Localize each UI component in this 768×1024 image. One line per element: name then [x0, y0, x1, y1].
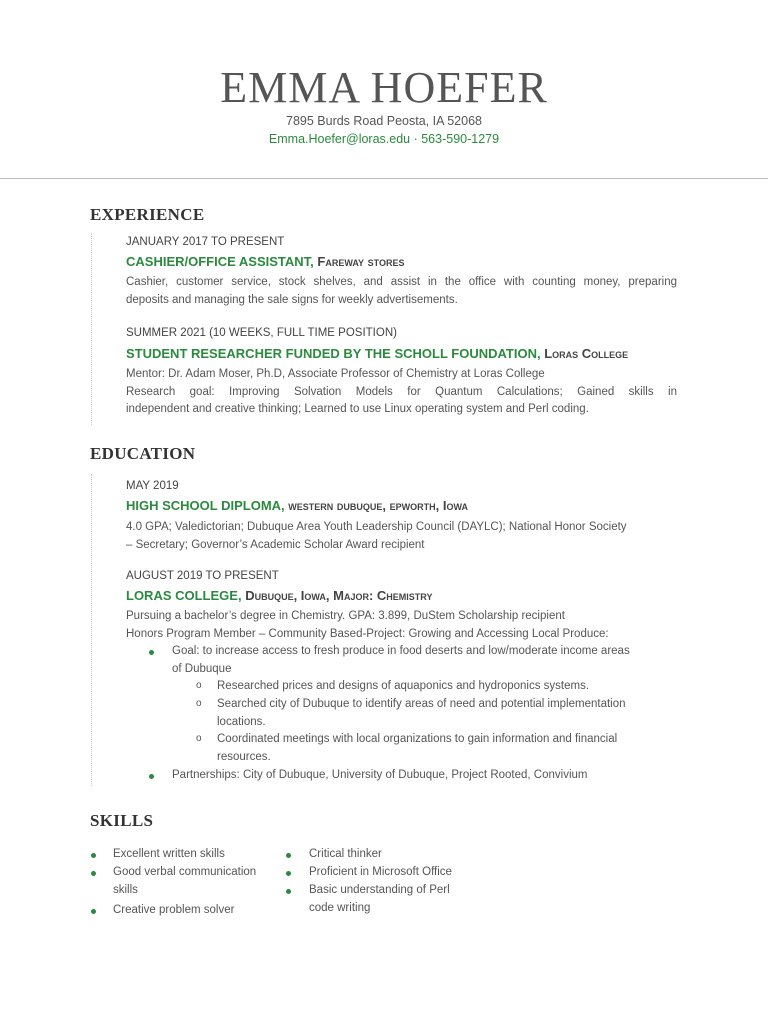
- partnerships-bullet: Partnerships: City of Dubuque, University of Dubuque, Project Rooted, Convivium: [172, 769, 588, 781]
- text-line: Creative problem solver: [113, 904, 235, 916]
- goal-bullet: [172, 643, 692, 678]
- text-line: Mentor: Dr. Adam Moser, Ph.D, Associate Professor of Chemistry at Loras College: [126, 368, 545, 380]
- text-line: 4.0 GPA; Valedictorian; Dubuque Area Youth Leadership Council (DAYLC); National Honor Society: [126, 521, 627, 533]
- text-line: Pursuing a bachelor’s degree in Chemistry. GPA: 3.899, DuStem Scholarship recipient: [126, 610, 565, 622]
- edu-description: [126, 608, 677, 643]
- section-heading-skills: SKILLS: [90, 811, 154, 830]
- job-title-text: CASHIER/OFFICE ASSISTANT,: [126, 254, 314, 269]
- skill-item: [113, 864, 283, 899]
- bullet-dot: [149, 650, 154, 655]
- sub-bullet: [217, 678, 687, 696]
- text-line: of Dubuque: [172, 662, 232, 675]
- skill-item: [309, 864, 509, 882]
- skill-item: [113, 902, 283, 920]
- section-heading-experience: EXPERIENCE: [90, 205, 205, 224]
- job-org: Loras College: [544, 346, 629, 361]
- job-title: [126, 254, 405, 269]
- text-line: Research goal: Improving Solvation Models for Quantum Calculations; Gained skills in: [126, 385, 677, 398]
- job-title-text: STUDENT RESEARCHER FUNDED BY THE SCHOLL FOUNDATION,: [126, 346, 541, 361]
- text-line: resources.: [217, 750, 271, 763]
- job-date: SUMMER 2021 (10 WEEKS, FULL TIME POSITION): [126, 327, 397, 339]
- job-description: [126, 366, 677, 419]
- section-heading-education: EDUCATION: [90, 444, 196, 463]
- text-line: Goal: to increase access to fresh produce in food deserts and low/moderate income areas: [172, 645, 630, 657]
- bullet-dot: [286, 889, 291, 894]
- job-org: Fareway stores: [317, 254, 405, 269]
- bullet-dot: [91, 909, 96, 914]
- contact-line: Emma.Hoefer@loras.edu · 563-590-1279: [268, 132, 500, 146]
- resume-name: EMMA HOEFER: [220, 63, 548, 112]
- edu-description: [126, 519, 677, 554]
- edu-date: AUGUST 2019 TO PRESENT: [126, 570, 279, 582]
- edu-title-text: LORAS COLLEGE,: [126, 588, 242, 603]
- address: 7895 Burds Road Peosta, IA 52068: [286, 114, 482, 128]
- education-divider: [91, 474, 92, 786]
- text-line: Proficient in Microsoft Office: [309, 866, 452, 878]
- text-line: Basic understanding of Perl: [309, 884, 450, 896]
- edu-org: Dubuque, Iowa, Major: Chemistry: [245, 588, 433, 603]
- edu-title: [126, 588, 432, 603]
- text-line: Cashier, customer service, stock shelves, and assist in the office with counting money, preparing: [126, 276, 677, 288]
- text-line: Critical thinker: [309, 848, 382, 860]
- experience-divider: [91, 233, 92, 425]
- sub-bullet: [217, 731, 687, 766]
- text-line: deposits and managing the sale signs for weekly advertisements.: [126, 293, 458, 306]
- bullet-dot: [286, 871, 291, 876]
- header-divider: [0, 178, 768, 179]
- edu-org: western dubuque, epworth, Iowa: [288, 498, 468, 513]
- text-line: Searched city of Dubuque to identify areas of need and potential implementation: [217, 698, 626, 710]
- text-line: Researched prices and designs of aquaponics and hydroponics systems.: [217, 680, 590, 692]
- text-line: Coordinated meetings with local organizations to gain information and financial: [217, 733, 618, 745]
- job-date: JANUARY 2017 TO PRESENT: [126, 236, 285, 248]
- circle-bullet-icon: o: [196, 733, 202, 744]
- job-description: [126, 274, 677, 309]
- text-line: Excellent written skills: [113, 848, 225, 860]
- edu-date: MAY 2019: [126, 480, 179, 492]
- text-line: code writing: [309, 901, 371, 914]
- text-line: skills: [113, 883, 138, 896]
- text-line: independent and creative thinking; Learned to use Linux operating system and Perl coding.: [126, 403, 589, 415]
- skill-item: [309, 882, 509, 917]
- circle-bullet-icon: o: [196, 698, 202, 709]
- skill-item: [309, 846, 509, 864]
- circle-bullet-icon: o: [196, 680, 202, 691]
- text-line: – Secretary; Governor’s Academic Scholar Award recipient: [126, 538, 425, 551]
- bullet-dot: [286, 853, 291, 858]
- sub-bullet: [217, 696, 687, 731]
- edu-title: [126, 498, 468, 513]
- bullet-dot: [149, 774, 154, 779]
- skill-item: [113, 846, 283, 864]
- bullet-dot: [91, 871, 96, 876]
- text-line: Good verbal communication: [113, 866, 257, 878]
- text-line: locations.: [217, 715, 266, 728]
- bullet-dot: [91, 853, 96, 858]
- text-line: Honors Program Member – Community Based-Project: Growing and Accessing Local Produce:: [126, 627, 609, 640]
- edu-title-text: HIGH SCHOOL DIPLOMA,: [126, 498, 285, 513]
- job-title: [126, 346, 628, 361]
